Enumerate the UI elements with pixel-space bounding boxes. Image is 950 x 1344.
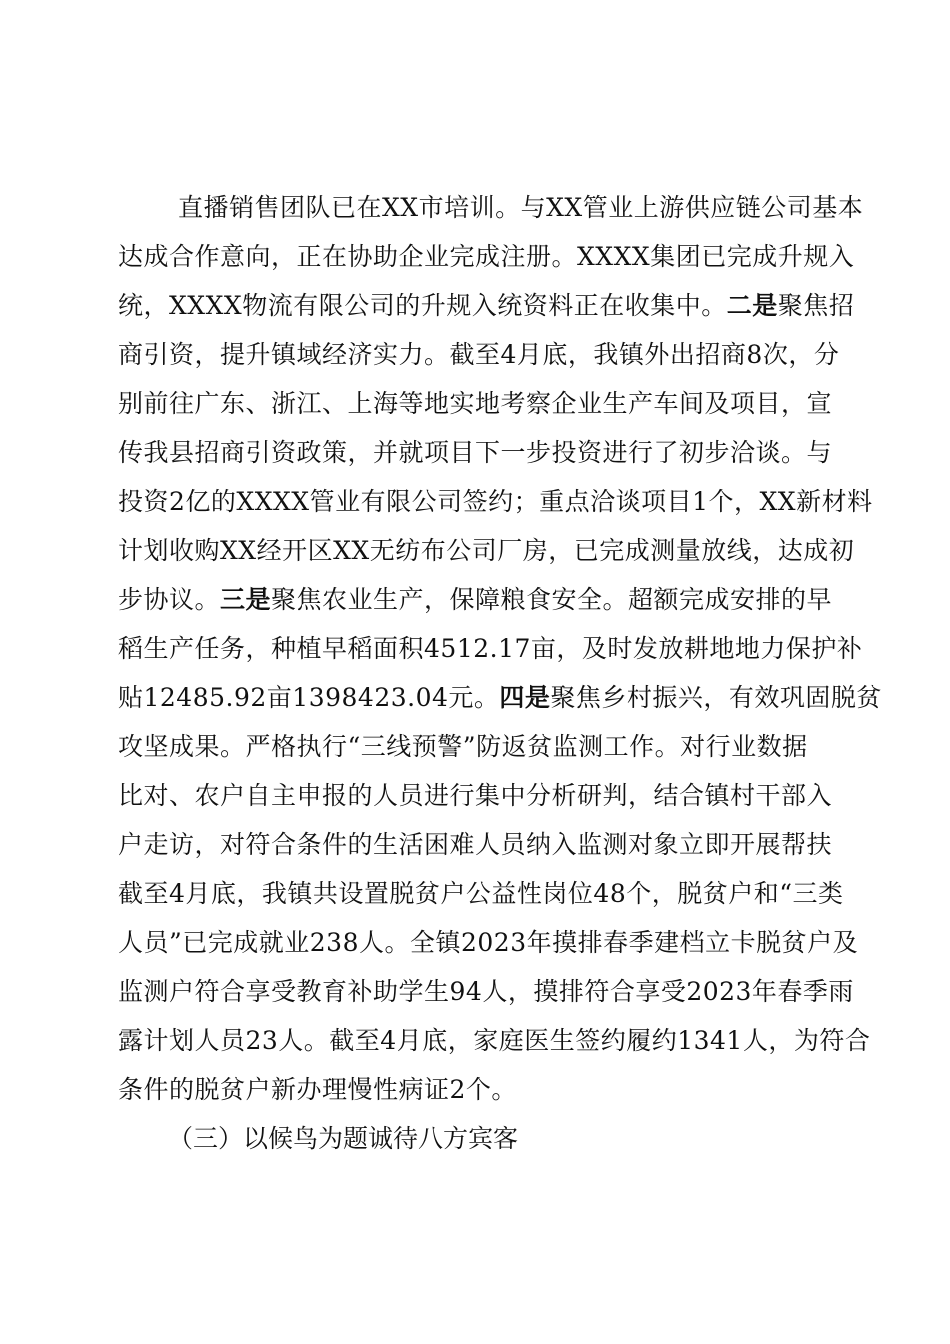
paragraph-line-6 xyxy=(118,438,858,468)
text-run: 投资2亿的XXXX管业有限公司签约；重点洽谈项目1个，XX新材料 xyxy=(118,487,873,516)
text-run: 监测户符合享受教育补助学生94人，摸排符合享受2023年春季雨 xyxy=(118,977,854,1006)
paragraph-line-11 xyxy=(118,683,882,713)
text-run: 攻坚成果。严格执行“三线预警”防返贫监测工作。对行业数据 xyxy=(118,732,808,761)
paragraph-line-13 xyxy=(118,781,858,811)
text-run: 传我县招商引资政策，并就项目下一步投资进行了初步洽谈。与 xyxy=(118,438,833,467)
paragraph-line-19 xyxy=(118,1075,858,1105)
text-run: 步协议。 xyxy=(118,585,221,614)
text-run: 直播销售团队已在XX市培训。与XX管业上游供应链公司基本 xyxy=(178,193,864,222)
bold-keyword: 四是 xyxy=(499,683,551,712)
paragraph-line-4 xyxy=(118,340,858,370)
text-run: 计划收购XX经开区XX无纺布公司厂房，已完成测量放线，达成初 xyxy=(118,536,855,565)
paragraph-line-7 xyxy=(118,487,873,517)
text-run: 稻生产任务，种植早稻面积4512.17亩，及时发放耕地地力保护补 xyxy=(118,634,863,663)
text-run: 人员”已完成就业238人。全镇2023年摸排春季建档立卡脱贫户及 xyxy=(118,928,859,957)
paragraph-line-15 xyxy=(118,879,858,909)
text-run: 条件的脱贫户新办理慢性病证2个。 xyxy=(118,1075,517,1104)
text-run: 贴12485.92亩1398423.04元。 xyxy=(118,683,500,712)
text-run: 达成合作意向，正在协助企业完成注册。XXXX集团已完成升规入 xyxy=(118,242,855,271)
text-run: 聚焦招 xyxy=(777,291,855,320)
paragraph-line-1 xyxy=(178,193,918,223)
paragraph-line-17 xyxy=(118,977,858,1007)
paragraph-line-9 xyxy=(118,585,858,615)
text-run: 商引资，提升镇域经济实力。截至4月底，我镇外出招商8次，分 xyxy=(118,340,840,369)
text-run: 截至4月底，我镇共设置脱贫户公益性岗位48个，脱贫户和“三类 xyxy=(118,879,844,908)
text-run: 户走访，对符合条件的生活困难人员纳入监测对象立即开展帮扶 xyxy=(118,830,833,859)
paragraph-line-12 xyxy=(118,732,858,762)
text-run: 聚焦农业生产，保障粮食安全。超额完成安排的早 xyxy=(271,585,833,614)
text-run: 别前往广东、浙江、上海等地实地考察企业生产车间及项目，宣 xyxy=(118,389,833,418)
paragraph-line-16 xyxy=(118,928,858,958)
paragraph-line-5 xyxy=(118,389,858,419)
paragraph-line-10 xyxy=(118,634,863,664)
paragraph-line-2 xyxy=(118,242,858,272)
paragraph-line-14 xyxy=(118,830,858,860)
section-heading: （三）以候鸟为题诚待八方宾客 xyxy=(168,1124,519,1153)
bold-keyword: 三是 xyxy=(220,585,272,614)
paragraph-line-3 xyxy=(118,291,858,321)
paragraph-line-8 xyxy=(118,536,858,566)
text-run: 露计划人员23人。截至4月底，家庭医生签约履约1341人，为符合 xyxy=(118,1026,871,1055)
text-run: 统，XXXX物流有限公司的升规入统资料正在收集中。 xyxy=(118,291,727,320)
text-run: 聚焦乡村振兴，有效巩固脱贫 xyxy=(550,683,882,712)
bold-keyword: 二是 xyxy=(726,291,778,320)
text-run: 比对、农户自主申报的人员进行集中分析研判，结合镇村干部入 xyxy=(118,781,833,810)
paragraph-line-18 xyxy=(118,1026,871,1056)
